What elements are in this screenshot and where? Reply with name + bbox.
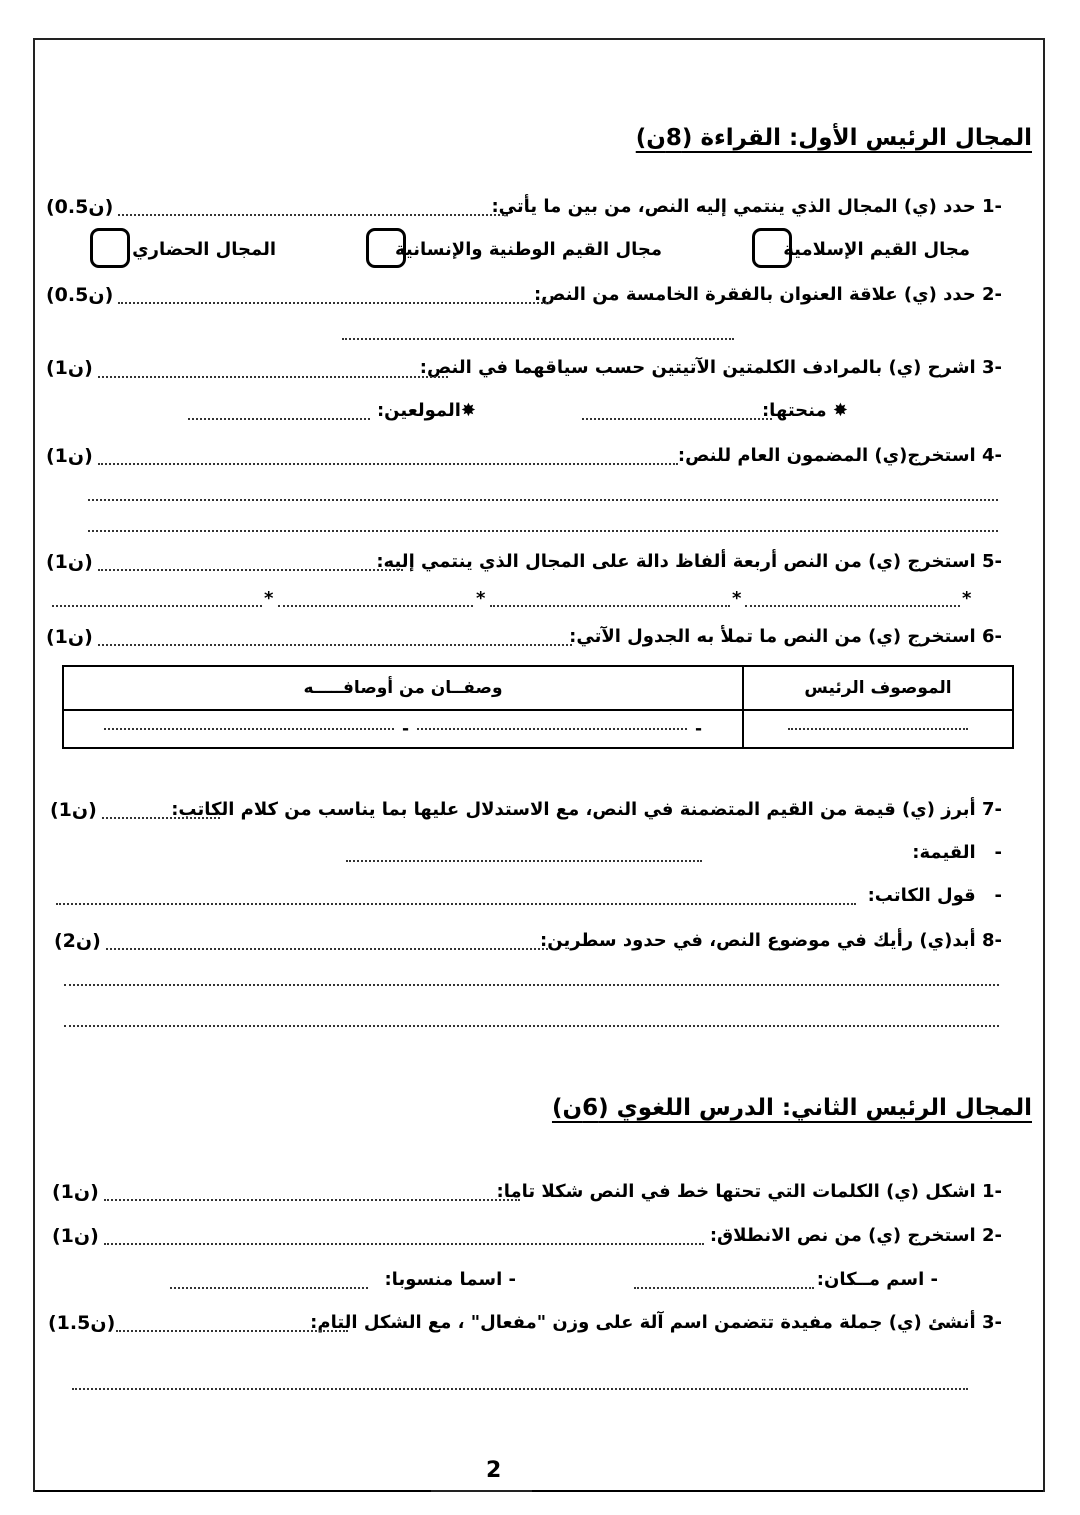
answer-line[interactable] [52, 605, 262, 607]
description-table [62, 665, 1014, 749]
question-8-points: (2ن) [54, 930, 101, 952]
question-1 [491, 196, 1002, 217]
question-7-points: (1ن) [50, 799, 97, 821]
answer-line[interactable] [346, 860, 702, 862]
footer-line-right [532, 1490, 1043, 1492]
answer-line[interactable] [116, 1330, 348, 1332]
bullet: * [476, 588, 486, 609]
s2-question-1-text: اشكل (ي) الكلمات التي تحتها خط في النص شكلا تاما: [496, 1181, 976, 1202]
section1-title: المجال الرئيس الأول: القراءة (8ن) [635, 125, 1032, 151]
question-6-text: استخرج (ي) من النص ما تملأ به الجدول الآتي: [569, 626, 976, 647]
question-3-points: (1ن) [46, 357, 93, 379]
answer-line[interactable] [98, 376, 448, 378]
bullet: * [732, 588, 742, 609]
question-1-points: (0.5ن) [46, 196, 114, 218]
dash: - [401, 719, 409, 739]
place-name-label: - اسم مــكان: [816, 1269, 938, 1290]
dash: - [695, 719, 703, 739]
question-1-number: -1 [981, 196, 1002, 217]
answer-line[interactable] [278, 605, 473, 607]
writer-line [868, 885, 1002, 906]
question-4-text: استخرج(ي) المضمون العام للنص: [677, 445, 976, 466]
dash: - [994, 885, 1002, 906]
table-cell-described[interactable] [743, 710, 1013, 748]
s2-question-2 [710, 1225, 1002, 1246]
answer-line[interactable] [72, 1388, 968, 1390]
answer-line[interactable] [118, 302, 550, 304]
answer-line[interactable] [98, 644, 572, 646]
answer-line[interactable] [788, 728, 968, 730]
question-7 [171, 799, 1002, 820]
question-5-text: استخرج (ي) من النص أربعة ألفاظ دالة على المجال الذي ينتمي إليه: [376, 551, 976, 572]
value-line [912, 842, 1002, 863]
s2-question-3-points: (1.5ن) [48, 1312, 116, 1334]
answer-line[interactable] [104, 728, 394, 730]
value-label: القيمة: [912, 842, 976, 863]
answer-line[interactable] [104, 1199, 520, 1201]
option-national-values: مجال القيم الوطنية والإنسانية [394, 239, 662, 260]
answer-line[interactable] [88, 499, 998, 501]
checkbox-national-values[interactable] [366, 228, 406, 268]
relative-name-label: - اسما منسوبا: [384, 1269, 516, 1290]
question-1-text: حدد (ي) المجال الذي ينتمي إليه النص، من بين ما يأتي: [491, 196, 976, 217]
question-5-number: -5 [981, 551, 1002, 572]
question-4 [678, 445, 1002, 466]
page-number: 2 [486, 1458, 502, 1483]
question-2-points: (0.5ن) [46, 284, 114, 306]
question-4-points: (1ن) [46, 445, 93, 467]
answer-line[interactable] [102, 817, 220, 819]
question-7-text: أبرز (ي) قيمة من القيم المتضمنة في النص، مع الاستدلال عليها بما يناسب من كلام الكاتب: [171, 799, 976, 820]
s2-question-2-number: -2 [981, 1225, 1002, 1246]
bullet: * [962, 588, 972, 609]
checkbox-civilizational[interactable] [90, 228, 130, 268]
question-7-number: -7 [981, 799, 1002, 820]
answer-line[interactable] [490, 605, 730, 607]
answer-line[interactable] [118, 214, 508, 216]
question-5-points: (1ن) [46, 551, 93, 573]
table-cell-descriptions[interactable] [63, 710, 743, 748]
question-5 [376, 551, 1002, 572]
option-islamic-values: مجال القيم الإسلامية [783, 239, 970, 260]
answer-line[interactable] [64, 984, 999, 986]
answer-line[interactable] [64, 1025, 999, 1027]
answer-line[interactable] [417, 728, 687, 730]
word-1-label: ✸ منحتها: [761, 400, 848, 421]
writer-label: قول الكاتب: [867, 885, 976, 906]
table-header-descriptions: وصفــان من أوصافـــــه [63, 666, 743, 710]
s2-question-3 [310, 1312, 1002, 1333]
question-4-number: -4 [981, 445, 1002, 466]
question-6-points: (1ن) [46, 626, 93, 648]
question-6 [569, 626, 1002, 647]
s2-question-2-text: استخرج (ي) من نص الانطلاق: [709, 1225, 976, 1246]
footer-line-left [35, 1490, 431, 1492]
answer-line[interactable] [56, 903, 856, 905]
answer-line[interactable] [745, 605, 960, 607]
question-2-text: حدد (ي) علاقة العنوان بالفقرة الخامسة من النص: [533, 284, 976, 305]
question-3 [420, 357, 1002, 378]
answer-line[interactable] [188, 418, 370, 420]
answer-line[interactable] [88, 530, 998, 532]
option-civilizational: المجال الحضاري [132, 239, 276, 260]
bullet: * [264, 588, 274, 609]
s2-question-1-points: (1ن) [52, 1181, 99, 1203]
word-2-label: ✸المولعين: [376, 400, 476, 421]
question-3-number: -3 [981, 357, 1002, 378]
checkbox-islamic-values[interactable] [752, 228, 792, 268]
answer-line[interactable] [582, 418, 772, 420]
answer-line[interactable] [98, 569, 403, 571]
table-header-described: الموصوف الرئيس [743, 666, 1013, 710]
dash: - [994, 842, 1002, 863]
question-2 [534, 284, 1002, 305]
question-8-number: -8 [981, 930, 1002, 951]
question-8 [540, 930, 1002, 951]
answer-line[interactable] [342, 338, 734, 340]
answer-line[interactable] [170, 1287, 368, 1289]
question-2-number: -2 [981, 284, 1002, 305]
section2-title: المجال الرئيس الثاني: الدرس اللغوي (6ن) [551, 1095, 1032, 1121]
answer-line[interactable] [634, 1287, 814, 1289]
s2-question-3-number: -3 [981, 1312, 1002, 1333]
answer-line[interactable] [98, 463, 678, 465]
question-6-number: -6 [981, 626, 1002, 647]
question-3-text: اشرح (ي) بالمرادف الكلمتين الآتيتين حسب سياقهما في النص: [419, 357, 976, 378]
s2-question-1-number: -1 [981, 1181, 1002, 1202]
answer-line[interactable] [104, 1243, 704, 1245]
question-8-text: أبد(ي) رأيك في موضوع النص، في حدود سطرين: [540, 930, 976, 951]
s2-question-1 [497, 1181, 1002, 1202]
s2-question-2-points: (1ن) [52, 1225, 99, 1247]
s2-question-3-text: أنشئ (ي) جملة مفيدة تتضمن اسم آلة على وزن "مفعال" ، مع الشكل التام: [310, 1312, 976, 1333]
answer-line[interactable] [106, 948, 548, 950]
